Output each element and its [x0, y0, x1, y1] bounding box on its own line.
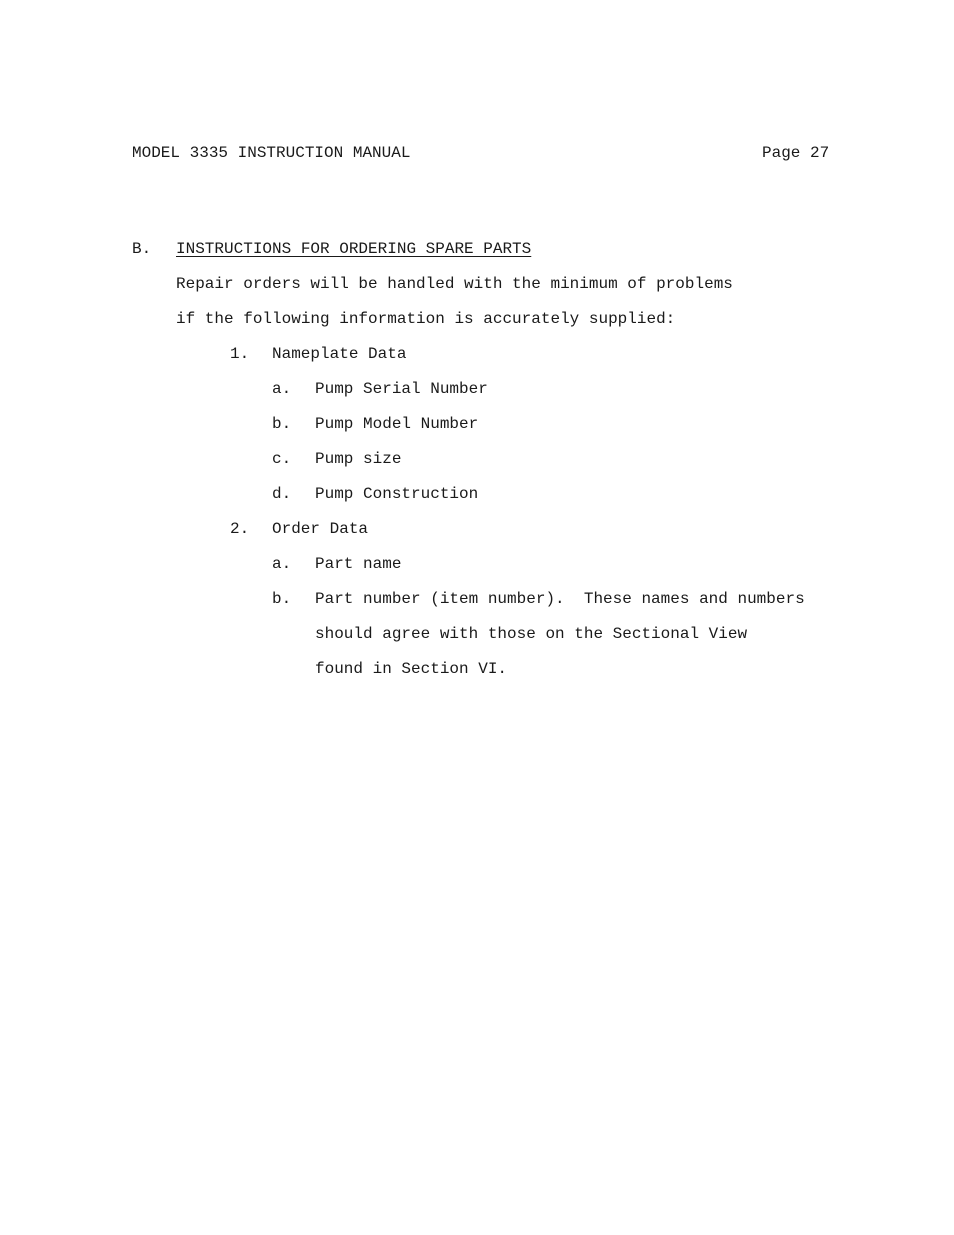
page-number: Page 27	[762, 144, 830, 162]
sub-item-text: Pump Construction	[315, 485, 479, 503]
sub-item-letter: b.	[272, 590, 292, 608]
list-number: 1.	[230, 345, 250, 363]
sub-item-letter: b.	[272, 415, 292, 433]
sub-item-text: Part name	[315, 555, 402, 573]
manual-title: MODEL 3335 INSTRUCTION MANUAL	[132, 144, 411, 162]
sub-item-continuation: should agree with those on the Sectional View	[315, 625, 748, 643]
intro-line-2: if the following information is accurately supplied:	[176, 310, 676, 328]
sub-item-letter: d.	[272, 485, 292, 503]
sub-item-letter: a.	[272, 555, 292, 573]
sub-item-text: Pump Serial Number	[315, 380, 488, 398]
list-number: 2.	[230, 520, 250, 538]
sub-item-letter: c.	[272, 450, 292, 468]
sub-item-letter: a.	[272, 380, 292, 398]
sub-item-continuation: found in Section VI.	[315, 660, 508, 678]
section-letter: B.	[132, 240, 152, 258]
sub-item-text: Part number (item number). These names and numbers	[315, 590, 805, 608]
list-label: Nameplate Data	[272, 345, 407, 363]
sub-item-text: Pump Model Number	[315, 415, 479, 433]
intro-line-1: Repair orders will be handled with the minimum of problems	[176, 275, 733, 293]
section-heading: INSTRUCTIONS FOR ORDERING SPARE PARTS	[176, 240, 532, 258]
sub-item-text: Pump size	[315, 450, 402, 468]
list-label: Order Data	[272, 520, 369, 538]
